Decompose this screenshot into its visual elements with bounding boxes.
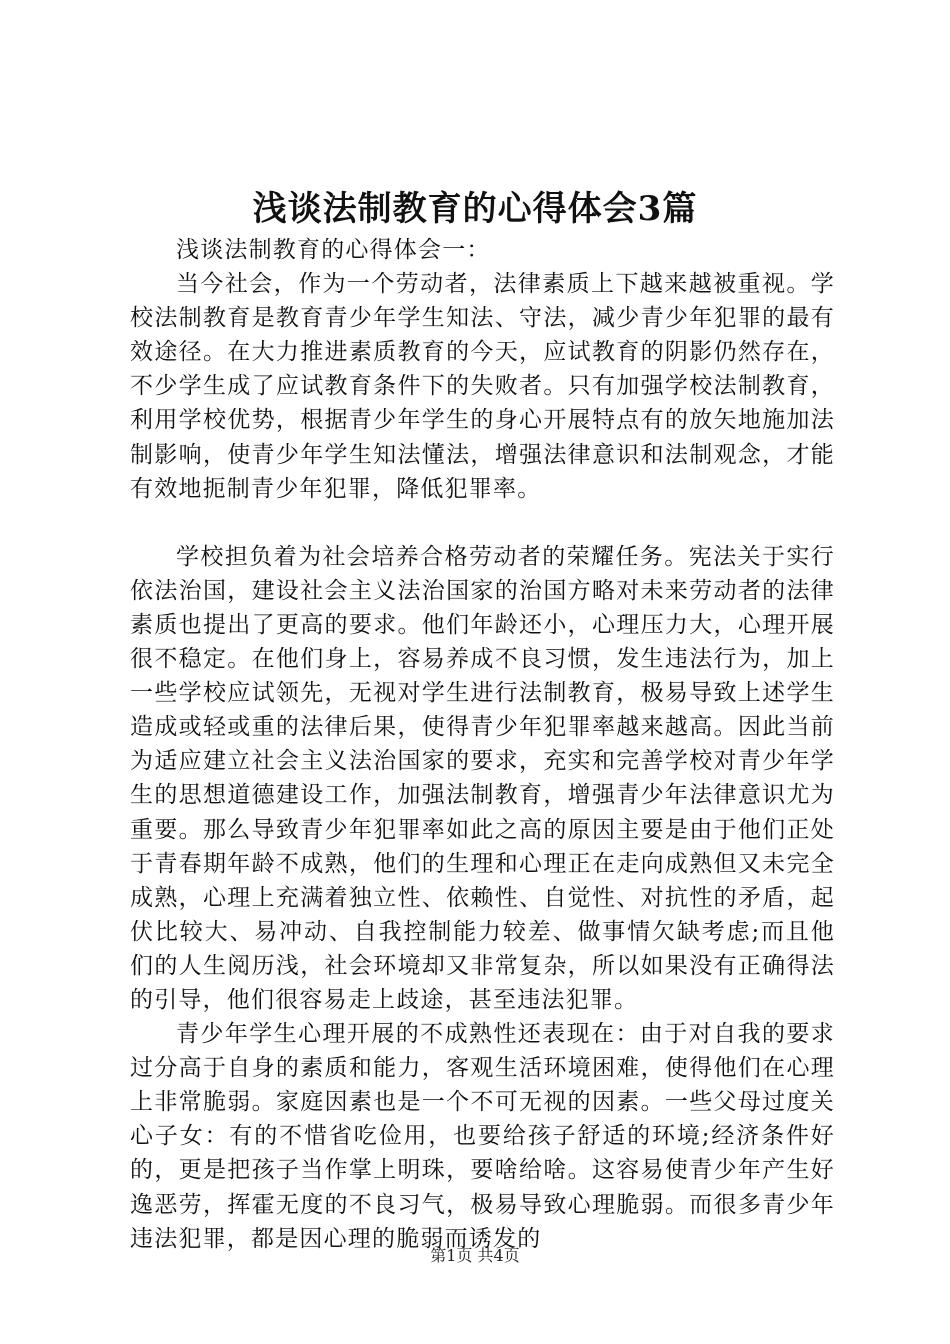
document-body (130, 233, 835, 1256)
document-title: 浅谈法制教育的心得体会3篇 (252, 189, 698, 229)
paragraph: 学校担负着为社会培养合格劳动者的荣耀任务。宪法关于实行依法治国，建设社会主义法治国家的治国方略对未来劳动者的法律素质也提出了更高的要求。他们年龄还小，心理压力大，心理开展很不稳定。在他们身上，容易养成不良习惯，发生违法行为，加上一些学校应试领先，无视对学生进行法制教育，极易导致上述学生造成或轻或重的法律后果，使得青少年犯罪率越来越高。因此当前为适应建立社会主义法治国家的要求，充实和完善学校对青少年学生的思想道德建设工作，加强法制教育，增强青少年法律意识尤为重要。那么导致青少年犯罪率如此之高的原因主要是由于他们正处于青春期年龄不成熟，他们的生理和心理正在走向成熟但又未完全成熟，心理上充满着独立性、依赖性、自觉性、对抗性的矛盾，起伏比较大、易冲动、自我控制能力较差、做事情欠缺考虑;而且他们的人生阅历浅，社会环境却又非常复杂，所以如果没有正确得法的引导，他们很容易走上歧途，甚至违法犯罪。 (130, 543, 835, 1013)
paragraph-heading-one: 浅谈法制教育的心得体会一： (176, 237, 491, 263)
paragraph: 青少年学生心理开展的不成熟性还表现在：由于对自我的要求过分高于自身的素质和能力，客观生活环境困难，使得他们在心理上非常脆弱。家庭因素也是一个不可无视的因素。一些父母过度关心子女：有的不惜省吃俭用，也要给孩子舒适的环境;经济条件好的，更是把孩子当作掌上明珠，要啥给啥。这容易使青少年产生好逸恶劳，挥霍无度的不良习气，极易导致心理脆弱。而很多青少年违法犯罪，都是因心理的脆弱而诱发的 (130, 1021, 835, 1252)
paragraph: 当今社会，作为一个劳动者，法律素质上下越来越被重视。学校法制教育是教育青少年学生知法、守法，减少青少年犯罪的最有效途径。在大力推进素质教育的今天，应试教育的阴影仍然存在，不少学生成了应试教育条件下的失败者。只有加强学校法制教育，利用学校优势，根据青少年学生的身心开展特点有的放矢地施加法制影响，使青少年学生知法懂法，增强法律意识和法制观念，才能有效地扼制青少年犯罪，降低犯罪率。 (130, 271, 835, 502)
page-number-footer: 第1页 共4页 (430, 1246, 520, 1265)
